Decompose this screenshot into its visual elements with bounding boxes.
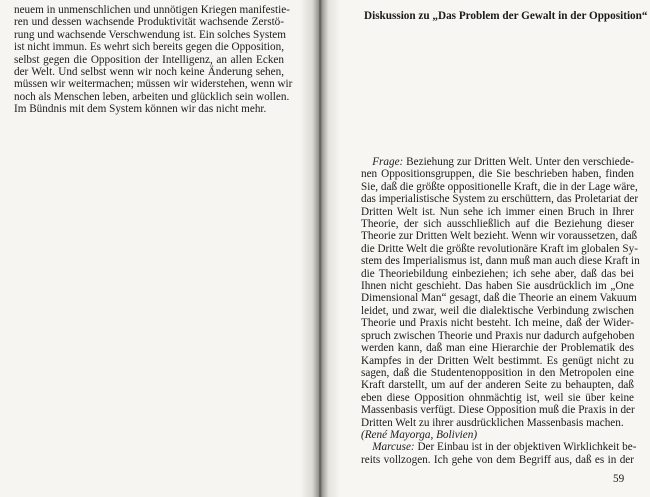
text-line: ren und dessen wachsende Produktivität wachsende Zerstö- <box>14 16 284 29</box>
text-line: Dritten Welt zu ihrer ausdrücklichen Massenbasis machen. <box>361 416 624 429</box>
text-line: neuem in unmenschlichen und unnötigen Kriegen manifestie- <box>14 4 290 16</box>
running-header: Diskussion zu „Das Problem der Gewalt in der Opposition“ <box>364 10 648 22</box>
text-line <box>361 441 637 454</box>
question-speaker: Frage: <box>372 156 404 168</box>
text-line: Dritten Welt ist. Nun sehe ich immer einen Bruch in Ihrer <box>361 205 634 218</box>
text-line: müssen wir weitermachen; müssen wir widerstehen, wenn wir <box>14 78 293 91</box>
text-line: Kampfes in der Dritten Welt bestimmt. Es genügt nicht zu <box>361 354 634 367</box>
text-line: Massenbasis verfügt. Diese Opposition muß die Praxis in der <box>361 404 635 417</box>
text-line: noch als Menschen leben, arbeiten und glücklich sein wollen. <box>14 90 290 103</box>
answer-first-line: Der Einbau ist in der objektiven Wirklichkeit be- <box>417 441 637 454</box>
text-line: ist nicht immun. Es wehrt sich bereits gegen die Opposition, <box>14 41 285 54</box>
question-attribution: (René Mayorga, Bolivien) <box>361 428 478 441</box>
text-line: leidet, und zwar, weil die dialektische Verbindung zwischen <box>361 304 634 317</box>
text-line: Kraft darstellt, um auf der anderen Seite zu behaupten, daß <box>361 379 634 392</box>
text-line: der Welt. Und selbst wenn wir noch keine Änderung sehen, <box>14 66 284 79</box>
text-line <box>361 156 634 168</box>
text-line: die Theoriebildung einbeziehen; ich sehe aber, daß das bei <box>361 267 634 280</box>
text-line: Theorie und Praxis nicht besteht. Ich meine, daß der Wider- <box>361 317 634 330</box>
text-line: Ihnen nicht geschieht. Das haben Sie ausdrücklich im „One <box>361 280 634 293</box>
text-line: rung und wachsende Verschwendung ist. Ein solches System <box>14 28 286 41</box>
text-line: Theorie, der sich ausschließlich auf die Beziehung dieser <box>361 218 634 231</box>
answer-speaker: Marcuse: <box>372 441 415 454</box>
text-line: nen Oppositionsgruppen, die Sie beschrieben haben, finden <box>361 168 634 181</box>
text-line: selbst gegen die Opposition der Intelligenz, an allen Ecken <box>14 53 284 66</box>
text-line: Dimensional Man“ gesagt, daß die Theorie an einem Vakuum <box>361 292 637 305</box>
left-page-text <box>14 4 293 116</box>
text-line: spruch zwischen Theorie und Praxis nur dadurch aufgehoben <box>361 329 635 342</box>
page-number: 59 <box>613 473 625 485</box>
text-line: Theorie zur Dritten Welt bezieht. Wenn wir voraussetzen, daß <box>361 230 638 243</box>
text-line: eben diese Opposition ohnmächtig ist, weil sie über keine <box>361 391 634 404</box>
right-page-text <box>361 156 640 466</box>
question-first-line: Beziehung zur Dritten Welt. Unter den verschiede- <box>406 156 635 168</box>
text-line: Sie, daß die größte oppositionelle Kraft, die in der Lage wäre, <box>361 180 638 193</box>
text-line: werden kann, daß man eine Hierarchie der Problematik des <box>361 342 634 355</box>
text-line: sagen, daß die Studentenopposition in den Metropolen eine <box>361 366 634 379</box>
text-line: Im Bündnis mit dem System können wir das nicht mehr. <box>14 103 267 116</box>
left-page <box>0 0 318 497</box>
text-line: stem des Imperialismus ist, dann muß man auch diese Kraft in <box>361 255 640 268</box>
text-line: reits vollzogen. Ich gehe von dem Begriff aus, daß es in der <box>361 453 634 466</box>
text-line: das imperialistische System zu erschüttern, das Proletariat der <box>361 193 639 206</box>
text-line: die Dritte Welt die größte revolutionäre Kraft im globalen Sy- <box>361 242 638 255</box>
book-gutter <box>300 0 340 497</box>
